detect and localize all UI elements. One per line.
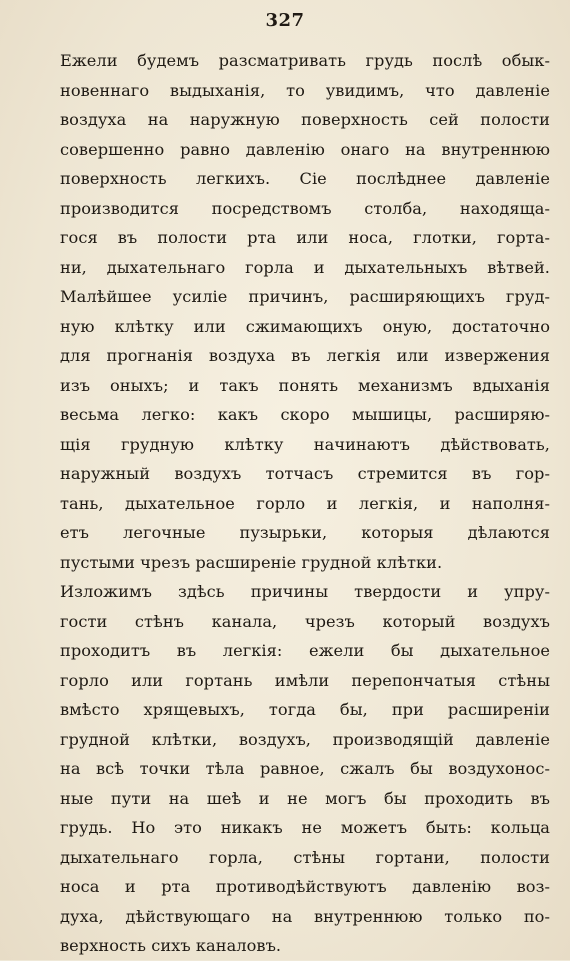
text-line: наружный воздухъ тотчасъ стремится въ гор-	[60, 464, 550, 483]
text-line: проходитъ въ легкія: ежели бы дыхательное	[60, 641, 550, 660]
text-line: весьма легко: какъ скоро мышицы, расширяю-	[60, 405, 550, 424]
text-line: щія грудную клѣтку начинаютъ дѣйствовать,	[60, 434, 550, 454]
text-line: ни, дыхательнаго горла и дыхательныхъ вѣтвей.	[60, 257, 550, 277]
body-text	[60, 46, 550, 961]
text-line: Малѣйшее усиліе причинъ, расширяющихъ груд-	[60, 287, 550, 306]
text-line: для прогнанія воздуха въ легкія или извержения	[60, 346, 550, 365]
text-line: совершенно равно давленію онаго на внутреннюю	[60, 139, 550, 159]
text-line: вмѣсто хрящевыхъ, тогда бы, при расширеніи	[60, 700, 550, 719]
text-line: верхность сихъ каналовъ.	[60, 936, 282, 955]
text-line: грудь. Но это никакъ не можетъ быть: кольца	[60, 818, 550, 837]
text-line: горло или гортань имѣли перепончатыя стѣны	[60, 670, 550, 690]
text-line: етъ легочные пузырьки, которыя дѣлаются	[60, 523, 550, 542]
text-line: воздуха на наружную поверхность сей полости	[60, 110, 550, 129]
text-line: на всѣ точки тѣла равное, сжалъ бы воздухонос-	[60, 759, 550, 778]
text-line: новеннаго выдыханія, то увидимъ, что давленіе	[60, 80, 550, 100]
text-line: Изложимъ здѣсь причины твердости и упру-	[60, 582, 550, 601]
text-line: грудной клѣтки, воздухъ, производящій давленіе	[60, 729, 550, 749]
text-line: дыхательнаго горла, стѣны гортани, полости	[60, 847, 550, 867]
text-line: Ежели будемъ разсматривать грудь послѣ обык-	[60, 51, 550, 70]
text-line: гости стѣнъ канала, чрезъ который воздухъ	[60, 611, 550, 631]
text-line: изъ оныхъ; и такъ понять механизмъ вдыханія	[60, 375, 550, 395]
text-line: ную клѣтку или сжимающихъ оную, достаточно	[60, 316, 550, 336]
page-number: 327	[265, 10, 305, 31]
text-line: ные пути на шеѣ и не могъ бы проходить въ	[60, 788, 550, 808]
text-line: тань, дыхательное горло и легкія, и наполня-	[60, 493, 550, 513]
text-line: гося въ полости рта или носа, глотки, гортa-	[60, 228, 550, 247]
text-line: носа и рта противодѣйствуютъ давленію воз-	[60, 877, 550, 896]
text-line: пустыми чрезъ расширеніе грудной клѣтки.	[60, 552, 443, 572]
text-line: производится посредствомъ столба, находяща-	[60, 198, 550, 218]
text-line: поверхность легкихъ. Сіе послѣднее давленіе	[60, 169, 550, 188]
text-line: духа, дѣйствующаго на внутреннюю только по-	[60, 906, 550, 926]
